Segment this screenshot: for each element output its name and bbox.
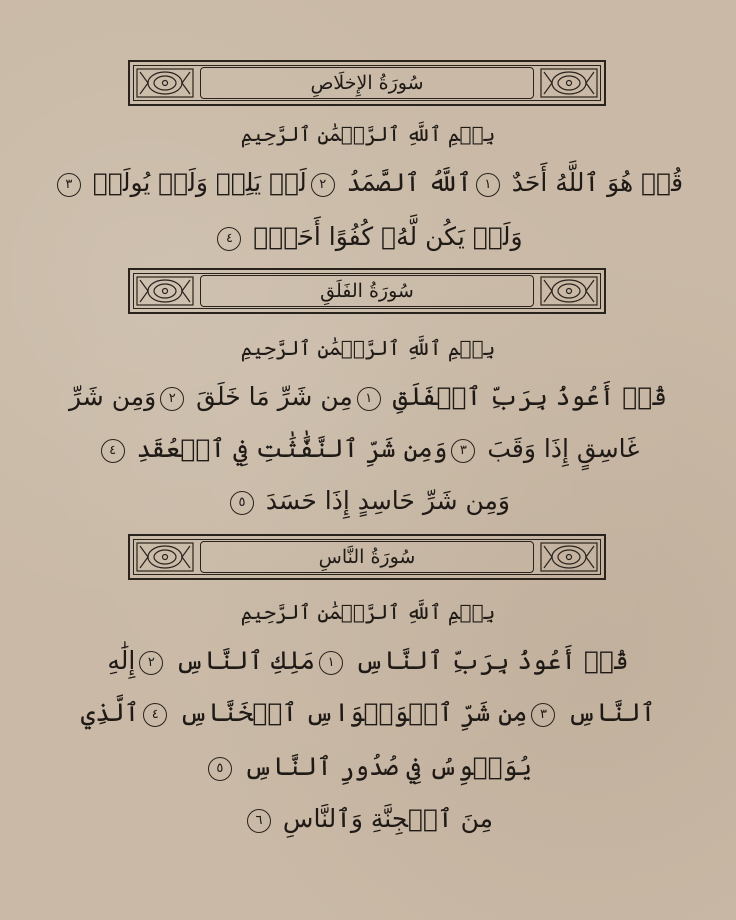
verse-text: ٱلنَّاسِ [559, 698, 656, 727]
surah-title: سُورَةُ النَّاسِ [318, 546, 416, 568]
verse-line [0, 698, 736, 727]
ayah-number-marker: ٥ [208, 757, 232, 781]
verse-text: غَاسِقٍ إِذَا وَقَبَ [479, 434, 640, 463]
surah-header [128, 60, 606, 106]
surah-title-cartouche [200, 67, 534, 99]
surah-header [128, 534, 606, 580]
arabesque-ornament-icon [540, 276, 598, 306]
arabesque-ornament-icon [136, 542, 194, 572]
ayah-number-marker: ٤ [101, 439, 125, 463]
ayah-number-marker: ٢ [311, 173, 335, 197]
ayah-number-marker: ٢ [160, 387, 184, 411]
verse-text: ٱلَّذِي [80, 698, 140, 727]
verse-line [0, 486, 736, 515]
ayah-number-marker: ٣ [57, 173, 81, 197]
verse-line [0, 804, 736, 833]
surah-title: سُورَةُ الفَلَقِ [320, 280, 414, 302]
ayah-number-marker: ١ [319, 651, 343, 675]
verse-line [0, 222, 736, 251]
surah-title-cartouche [200, 275, 534, 307]
ayah-number-marker: ٢ [139, 651, 163, 675]
arabesque-ornament-icon [540, 542, 598, 572]
verse-line [0, 382, 736, 411]
ayah-number-marker: ٤ [143, 703, 167, 727]
verse-text: مَلِكِ ٱلنَّاسِ [167, 646, 316, 675]
ayah-number-marker: ١ [476, 173, 500, 197]
verse-text: قُلۡ أَعُوذُ بِرَبِّ ٱلنَّاسِ [347, 646, 629, 675]
ayah-number-marker: ٣ [531, 703, 555, 727]
ayah-number-marker: ٣ [451, 439, 475, 463]
verse-text: وَمِن شَرِّ حَاسِدٍ إِذَا حَسَدَ [257, 486, 510, 515]
verse-line [0, 434, 736, 463]
verse-text: ٱللَّهُ ٱلصَّمَدُ [338, 168, 472, 197]
surah-title: سُورَةُ الإِخلَاصِ [310, 72, 424, 94]
arabesque-ornament-icon [136, 276, 194, 306]
ayah-number-marker: ١ [357, 387, 381, 411]
basmala: بِسۡمِ ٱللَّهِ ٱلرَّحۡمَٰنِ ٱلرَّحِيمِ [240, 336, 496, 360]
basmala: بِسۡمِ ٱللَّهِ ٱلرَّحۡمَٰنِ ٱلرَّحِيمِ [240, 600, 496, 624]
verse-text: مِنَ ٱلۡجِنَّةِ وَٱلنَّاسِ [274, 804, 494, 833]
verse-text: قُلۡ أَعُوذُ بِرَبِّ ٱلۡفَلَقِ [384, 382, 667, 411]
verse-text: وَمِن شَرِّ [69, 382, 157, 411]
arabesque-ornament-icon [540, 68, 598, 98]
arabesque-ornament-icon [136, 68, 194, 98]
verse-line [0, 752, 736, 781]
ayah-number-marker: ٤ [217, 227, 241, 251]
verse-text: لَمۡ يَلِدۡ وَلَمۡ يُولَدۡ [84, 168, 307, 197]
verse-text: إِلَٰهِ [107, 646, 136, 675]
basmala: بِسۡمِ ٱللَّهِ ٱلرَّحۡمَٰنِ ٱلرَّحِيمِ [240, 122, 496, 146]
verse-text: مِن شَرِّ مَا خَلَقَ [188, 382, 353, 411]
verse-line [0, 646, 736, 675]
verse-line [0, 168, 736, 197]
verse-text: مِن شَرِّ ٱلۡوَسۡوَاسِ ٱلۡخَنَّاسِ [171, 698, 528, 727]
verse-text: وَمِن شَرِّ ٱلنَّفَّٰثَٰتِ فِي ٱلۡعُقَدِ [128, 434, 448, 463]
verse-text: يُوَسۡوِسُ فِي صُدُورِ ٱلنَّاسِ [235, 752, 533, 781]
verse-text: وَلَمۡ يَكُن لَّهُۥ كُفُوًا أَحَدُۢ [245, 222, 523, 251]
ayah-number-marker: ٥ [230, 491, 254, 515]
surah-title-cartouche [200, 541, 534, 573]
verse-text: قُلۡ هُوَ ٱللَّهُ أَحَدٌ [503, 168, 684, 197]
surah-header [128, 268, 606, 314]
ayah-number-marker: ٦ [247, 809, 271, 833]
